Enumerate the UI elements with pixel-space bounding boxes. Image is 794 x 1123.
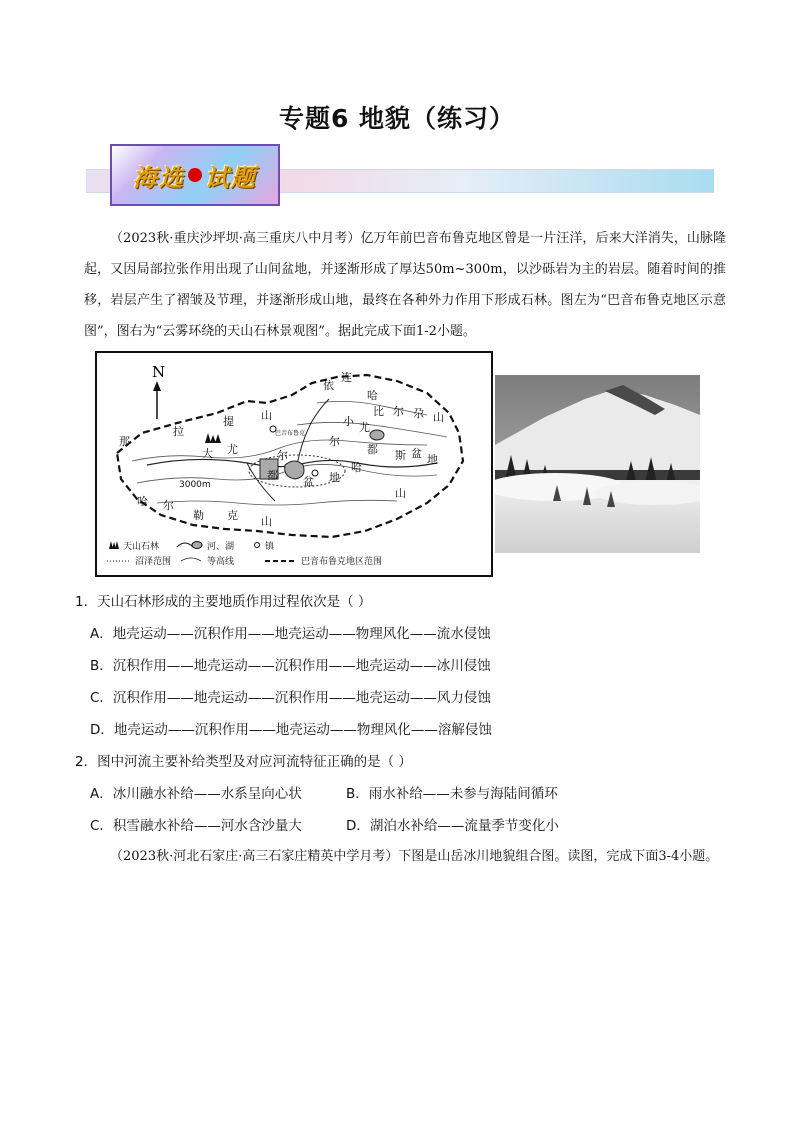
question-1-option-b: B．沉积作用——地壳运动——沉积作用——地壳运动——冰川侵蚀 [90,658,491,674]
map-place-label: 哈 [351,461,362,474]
map-place-label: 比 [373,405,384,418]
map-place-label: 尤 [359,421,370,434]
map-place-label: 克 [227,509,238,522]
map-place-label: 依 [323,379,334,392]
river-lake-legend-icon [177,543,193,547]
map-place-label: 尔 [163,499,174,512]
map-place-label: 盆 [303,475,314,488]
question-2-option-a: A．冰川融水补给——水系呈向心状 [90,786,302,802]
question-1-option-a: A．地壳运动——沉积作用——地壳运动——物理风化——流水侵蚀 [90,626,491,642]
map-place-label: 哈 [367,389,378,402]
page-title: 专题6 地貌（练习） [278,104,516,133]
north-label: N [152,363,166,381]
question-2-option-d: D．湖泊水补给——流量季节变化小 [346,818,559,834]
map-place-label: 地 [329,471,340,484]
map-place-label: 山 [433,411,444,424]
map-place-label: 勒 [193,509,204,522]
question-2-stem: 2．图中河流主要补给类型及对应河流特征正确的是（ ） [75,754,412,770]
map-place-label: 尔 [393,405,404,418]
map-place-label: 地 [427,453,438,466]
passage-2: （2023秋·河北石家庄·高三石家庄精英中学月考）下图是山岳冰川地貌组合图。读图，完成下面3-4小题。 [110,849,719,864]
map-svg [97,353,491,575]
banner-dot-icon [188,168,202,182]
question-1-option-d: D．地壳运动——沉积作用——地壳运动——物理风化——溶解侵蚀 [90,722,492,738]
map-place-label: 连 [341,371,352,384]
map-place-label: 小 [343,415,354,428]
legend-town: 镇 [265,542,275,552]
banner-left-text: 海选 [133,163,185,192]
question-1-option-c: C．沉积作用——地壳运动——沉积作用——地壳运动——风力侵蚀 [90,690,491,706]
map-place-label: 巴音布鲁克 [275,430,306,437]
question-1-stem: 1．天山石林形成的主要地质作用过程依次是（ ） [75,594,372,610]
map-place-label: 尔 [277,449,288,462]
stone-forest-legend-icon [109,541,119,549]
map-place-label: 提 [223,415,234,428]
banner-right-text: 试题 [205,163,257,192]
map-figure [95,351,493,577]
stone-forest-photo [495,375,700,553]
map-place-label: 尤 [227,443,238,456]
map-place-label: 都 [367,443,378,456]
stone-forest-icon [205,433,221,443]
question-2-option-c: C．积雪融水补给——河水含沙量大 [90,818,302,834]
map-place-label: 尕 [413,407,424,420]
map-place-label: 斯 [395,449,406,462]
map-place-label: 那 [119,435,130,448]
map-place-label: 大 [202,447,213,460]
map-place-label: 山 [261,515,272,528]
map-place-label: 都 [267,469,278,482]
legend-swamp: 沼泽范围 [135,557,172,567]
legend-river-lake: 河、湖 [207,542,235,552]
town-legend-icon [255,543,260,548]
legend-region: 巴音布鲁克地区范围 [301,557,383,567]
legend-contour: 等高线 [207,557,235,567]
legend-stone-forest: 天山石林 [123,542,160,552]
map-place-label: 拉 [173,425,184,438]
section-banner [110,144,280,206]
contour-label: 3000m [179,480,211,490]
question-2-option-b: B．雨水补给——未参与海陆间循环 [346,786,558,802]
map-place-label: 尔 [329,435,340,448]
map-place-label: 哈 [137,495,148,508]
map-place-label: 山 [395,487,406,500]
passage-1: （2023秋·重庆沙坪坝·高三重庆八中月考）亿万年前巴音布鲁克地区曾是一片汪洋，后来大洋消失，山脉隆起，又因局部拉张作用出现了山间盆地，并逐渐形成了厚达50m~300m，以沙砾岩为主的岩层。随着时间的推移，岩层产生了褶皱及节理，并逐渐形成山地，最终在各种外力作用下形成石林。图左为“巴音布鲁克地区示意图”，图右为“云雾环绕的天山石林景观图”。据此完成下面1-2小题。 [84,231,726,339]
map-place-label: 山 [261,409,272,422]
map-place-label: 盆 [411,447,422,460]
